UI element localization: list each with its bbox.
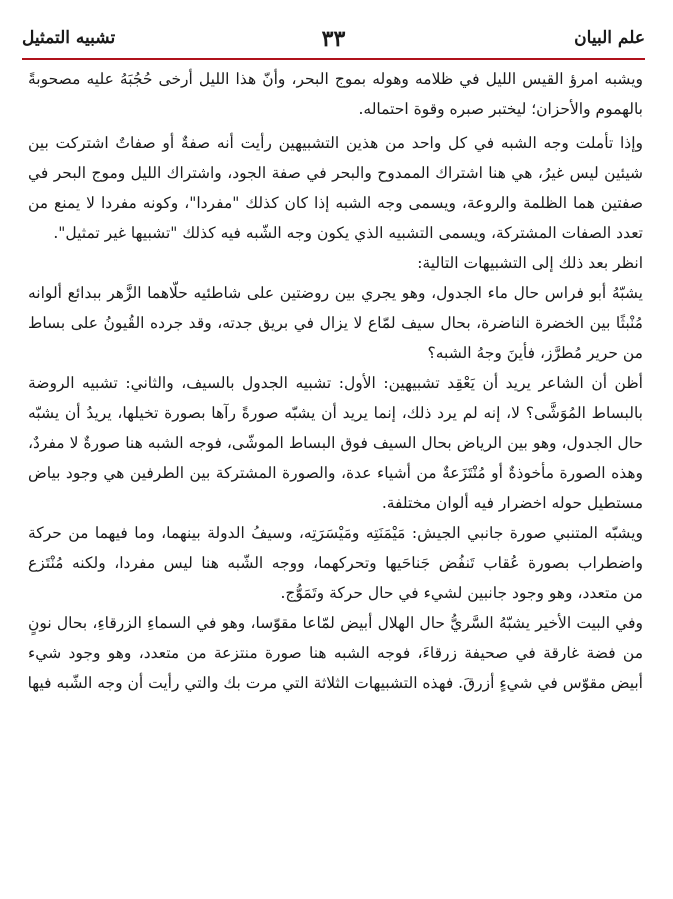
section-title: تشبيه التمثيل — [22, 28, 116, 48]
text-line: أبيض مقوّس في شيءٍ أزرقَ. فهذه التشبيهات الثلاثة التي مرت بك والتي رأيت أن وجه الشّبه فيها — [28, 674, 643, 692]
text-line: وهذه الصورة مأخوذةٌ أو مُنْتَزَعةٌ من أشياء عدة، والصورة المشتركة بين الطرفين هي وجود بياض — [28, 464, 643, 482]
text-line: من متعدد، وهو وجود جانبين لشيء في حال حركة وتَمَوُّج. — [280, 584, 643, 602]
text-line: صفتين هما الظلمة والروعة، ويسمى وجه الشبه إذا كان كذلك "مفردا"، وكونه مفردا لا يمنع من — [28, 194, 643, 212]
text-line: بالبساط المُوَشَّى؟ لا، إنه لم يرد ذلك، إنما يريد أن يشبّه صورةً رآها بصورة تخيلها، يريدُ أن يشبّه — [28, 404, 643, 422]
text-line: مُنْبثًا بين الخضرة الناضرة، بحال سيف لمّاع لا يزال في بريق جدته، وقد جرده القُيونُ على بساط — [28, 314, 643, 332]
text-line: ويشبه امرؤ القيس الليل في ظلامه وهوله بموج البحر، وأنّ هذا الليل أرخى حُجُبَهُ عليه مصحوبةً — [28, 70, 643, 88]
text-line: تعدد الصفات المشتركة، ويسمى التشبيه الذي يكون وجه الشّبه فيه كذلك "تشبيها غير تمثيل". — [53, 224, 643, 242]
text-line: أظن أن الشاعر يريد أن يَعْقِد تشبيهين: الأول: تشبيه الجدول بالسيف، والثاني: تشبيه الروضة — [28, 374, 643, 392]
text-line: وفي البيت الأخير يشبّهُ السَّريُّ حال الهلال أبيض لمّاعا مقوّسا، وهو في السماءِ الزرقاءِ، بحال نونٍ — [28, 614, 643, 632]
book-title: علم البيان — [574, 28, 645, 48]
text-line: واضطراب بصورة عُقاب تَنفُض جَناحَيها وتحركهما، ووجه الشّبه هنا ليس مفردا، ولكنه مُنْتَزع — [28, 554, 643, 572]
text-line: من فضة غارقة في صحيفة زرقاءَ، فوجه الشبه هنا صورة منتزعة من متعدد، وهو وجود شيء — [28, 644, 643, 662]
text-line: حال الجدول، وهو بين الرياض بحال السيف فوق البساط الموشّى، فوجه الشبه هنا صورةٌ لا مفردٌ، — [28, 434, 643, 452]
text-line: انظر بعد ذلك إلى التشبيهات التالية: — [417, 254, 643, 272]
text-line: شيئين ليس غيرُ، هي هنا اشتراك الممدوح والبحر في صفة الجود، واشتراك الليل وموج البحر في — [28, 164, 643, 182]
text-line: ويشبّه المتنبي صورة جانبي الجيش: مَيْمَنَتِه ومَيْسَرَتِه، وسيفُ الدولة بينهما، وما فيهما من حركة — [28, 524, 643, 542]
page-number: ٣٣ — [321, 26, 346, 52]
text-line: وإذا تأملت وجه الشبه في كل واحد من هذين التشبيهين رأيت أنه صفةٌ أو صفاتٌ اشتركت بين — [28, 134, 643, 152]
page-header — [22, 28, 645, 54]
text-line: مستطيل حوله اخضرار فيه ألوان مختلفة. — [381, 494, 643, 512]
text-line: بالهموم والأحزان؛ ليختبر صبره وقوة احتماله. — [358, 100, 643, 118]
body-text — [28, 64, 643, 899]
text-line: من حرير مُطرَّز، فأينَ وجهُ الشبه؟ — [427, 344, 643, 362]
header-divider — [22, 58, 645, 60]
text-line: يشبّهُ أبو فراس حال ماء الجدول، وهو يجري بين روضتين على شاطئيه حلّاهما الزَّهر ببدائع ألوانه — [28, 284, 643, 302]
